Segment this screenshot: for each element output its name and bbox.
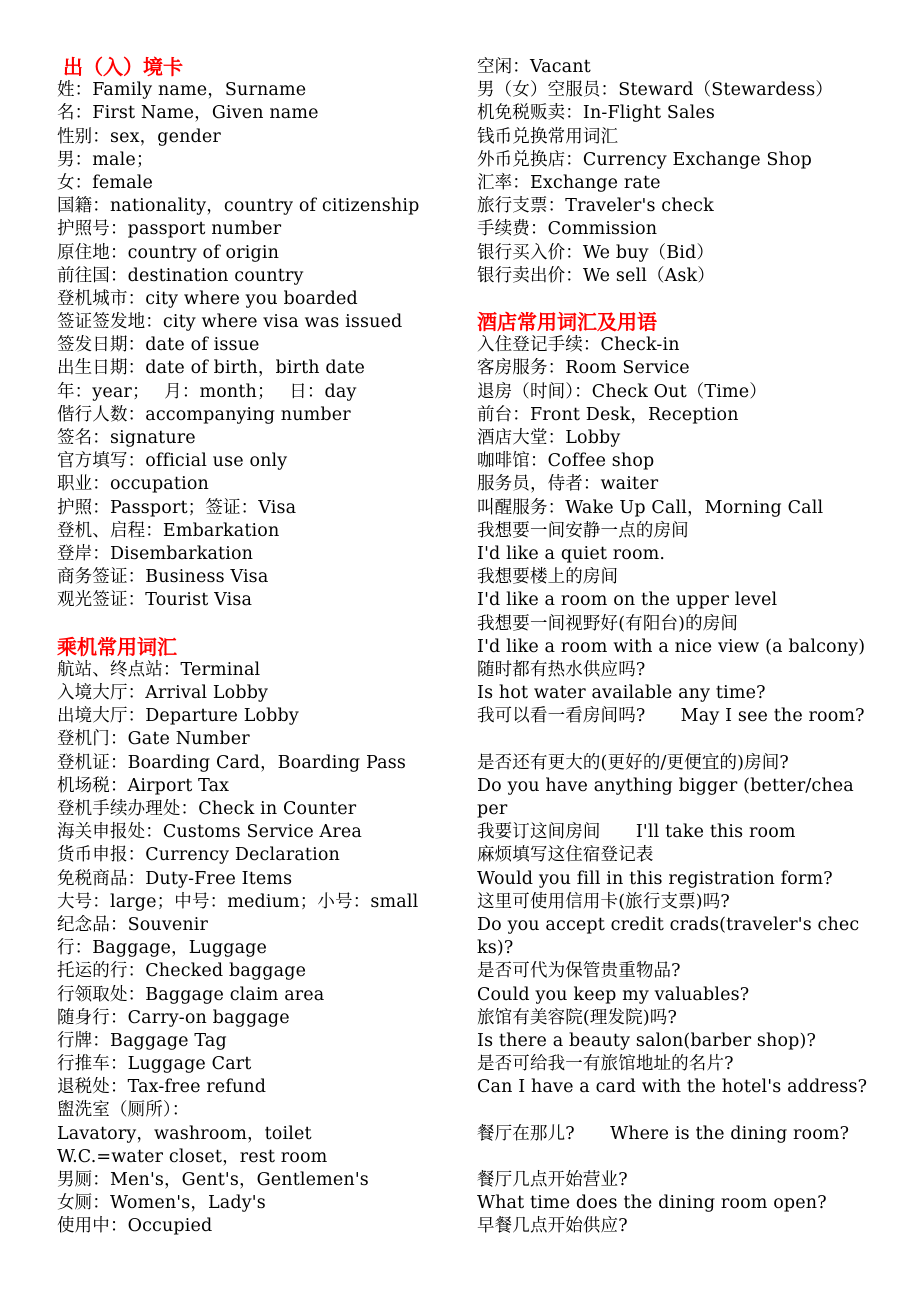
vocab-line: 旅行支票：Traveler's check <box>477 196 714 217</box>
vocab-line: 姓：Family name，Surname <box>57 80 307 101</box>
vocab-line: 职业：occupation <box>57 474 209 495</box>
vocab-line: Can I have a card with the hotel's address? <box>477 1077 868 1098</box>
section-title-hotel-vocabulary: 酒店常用词汇及用语 <box>477 310 657 335</box>
vocab-line: per <box>477 799 508 819</box>
entry-exit-card-list <box>57 79 457 612</box>
vocab-line: 签发日期：date of issue <box>57 335 260 356</box>
vocab-line: 登机门：Gate Number <box>57 729 250 750</box>
vocab-line: 盥洗室（厕所）： <box>57 1100 190 1121</box>
vocab-line: 使用中：Occupied <box>57 1216 213 1237</box>
vocab-line: 行牌：Baggage Tag <box>57 1030 227 1051</box>
vocab-line: 前往国：destination country <box>57 265 304 286</box>
vocab-line: 免税商品：Duty-Free Items <box>57 868 293 889</box>
spacer <box>57 613 457 636</box>
vocab-line: ks)? <box>477 938 514 959</box>
vocab-line: 空闲：Vacant <box>477 57 591 77</box>
vocab-line: 官方填写：official use only <box>57 451 288 472</box>
vocab-line: 出生日期：date of birth，birth date <box>57 358 366 379</box>
vocab-line: 女厕：Women's，Lady's <box>57 1193 266 1214</box>
vocab-line: What time does the dining room open? <box>477 1193 827 1214</box>
flight-vocabulary-list <box>57 659 457 1239</box>
vocab-line: 行推车：Luggage Cart <box>57 1054 252 1075</box>
vocab-line: 是否可给我一有旅馆地址的名片? <box>477 1054 734 1075</box>
vocab-line: 餐厅几点开始营业? <box>477 1170 628 1190</box>
vocab-line: 是否可代为保管贵重物品? <box>477 961 681 982</box>
vocab-line: 机免税贩卖：In-Flight Sales <box>477 103 716 124</box>
vocab-line: 出境大厅：Departure Lobby <box>57 706 299 727</box>
vocab-line: 随时都有热水供应吗? <box>477 659 646 680</box>
vocab-line: 货币申报：Currency Declaration <box>57 845 340 866</box>
vocab-line: I'd like a quiet room. <box>477 543 666 564</box>
vocab-line: 签证签发地：city where visa was issued <box>57 312 403 333</box>
vocab-line: 退房（时间）：Check Out（Time） <box>477 381 767 402</box>
vocab-line: 航站、终点站：Terminal <box>57 659 261 680</box>
vocab-line: I'd like a room on the upper level <box>477 590 778 611</box>
vocab-line: 银行卖出价：We sell（Ask） <box>477 265 715 286</box>
vocab-line: 商务签证：Business Visa <box>57 567 269 588</box>
vocab-line: 托运的行：Checked baggage <box>57 961 307 982</box>
vocab-line: 叫醒服务：Wake Up Call，Morning Call <box>477 497 824 518</box>
spacer <box>477 288 907 311</box>
vocab-line: 我想要一间视野好(有阳台)的房间 <box>477 613 739 634</box>
vocab-line: 偕行人数：accompanying number <box>57 404 351 425</box>
vocab-line: 女：female <box>57 172 154 193</box>
vocab-line: 签名：signature <box>57 428 196 448</box>
spacer <box>477 1146 907 1169</box>
vocab-line: 银行买入价：We buy（Bid） <box>477 242 715 263</box>
vocab-line: 纪念品：Souvenir <box>57 914 209 935</box>
vocab-line: I'd like a room with a nice view (a balcony) <box>477 636 866 657</box>
vocab-line: 行：Baggage，Luggage <box>57 938 268 959</box>
vocab-line: 登机手续办理处：Check in Counter <box>57 799 357 819</box>
vocab-line: 护照号：passport number <box>57 219 282 240</box>
left-column <box>57 56 457 1239</box>
vocab-line: 服务员，侍者：waiter <box>477 474 659 495</box>
section-title-flight-vocabulary: 乘机常用词汇 <box>57 634 177 659</box>
vocab-line: 餐厅在那儿? Where is the dining room? <box>477 1123 850 1144</box>
right-column <box>477 56 907 1239</box>
vocab-line: 我要订这间房间 I'll take this room <box>477 822 796 843</box>
vocab-line: 前台：Front Desk，Reception <box>477 404 739 425</box>
vocab-line: 机场税：Airport Tax <box>57 775 230 796</box>
vocab-line: 原住地：country of origin <box>57 242 280 263</box>
vocab-line: 登岸：Disembarkation <box>57 543 254 564</box>
vocab-line: 咖啡馆：Coffee shop <box>477 451 655 472</box>
vocab-line: 入境大厅：Arrival Lobby <box>57 683 269 704</box>
vocab-line: Do you accept credit crads(traveler's chec <box>477 914 860 935</box>
vocab-line: 国籍：nationality，country of citizenship <box>57 196 420 217</box>
vocab-line: 钱币兑换常用词汇 <box>477 126 619 147</box>
vocab-line: Would you fill in this registration form? <box>477 868 833 889</box>
vocab-line: 行领取处：Baggage claim area <box>57 984 325 1005</box>
vocab-line: 登机、启程：Embarkation <box>57 520 280 541</box>
vocab-line: 登机证：Boarding Card，Boarding Pass <box>57 752 406 773</box>
vocab-line: 男（女）空服员：Steward（Stewardess） <box>477 80 834 101</box>
vocab-line: 汇率：Exchange rate <box>477 172 661 193</box>
hotel-phrases-list-1 <box>477 334 907 728</box>
vocab-line: 性别：sex，gender <box>57 126 221 147</box>
vocab-line: W.C.=water closet，rest room <box>57 1146 328 1167</box>
vocab-line: 这里可使用信用卡(旅行支票)吗? <box>477 891 730 912</box>
vocab-line: 入住登记手续：Check-in <box>477 335 680 356</box>
vocab-line: 男厕：Men's，Gent's，Gentlemen's <box>57 1170 369 1190</box>
vocab-line: 随身行：Carry-on baggage <box>57 1007 290 1028</box>
spacer <box>477 1099 907 1122</box>
hotel-phrases-list-3 <box>477 1123 907 1146</box>
vocab-line: 护照：Passport；签证：Visa <box>57 497 297 518</box>
spacer <box>477 728 907 751</box>
vocab-line: 登机城市：city where you boarded <box>57 288 358 309</box>
vocab-line: Lavatory，washroom，toilet <box>57 1123 312 1144</box>
flight-and-currency-list <box>477 56 907 288</box>
vocab-line: 我想要楼上的房间 <box>477 567 619 588</box>
vocab-line: 是否还有更大的(更好的/更便宜的)房间? <box>477 752 789 773</box>
vocab-line: 名：First Name，Given name <box>57 103 319 124</box>
vocab-line: 酒店大堂：Lobby <box>477 428 621 448</box>
vocab-line: 旅馆有美容院(理发院)吗? <box>477 1007 677 1028</box>
vocab-line: 退税处：Tax-free refund <box>57 1077 267 1098</box>
vocab-line: 手续费：Commission <box>477 219 658 240</box>
section-title-entry-exit-card: 出（入）境卡 <box>63 55 183 79</box>
vocab-line: 麻烦填写这住宿登记表 <box>477 845 654 866</box>
vocab-line: 大号：large；中号：medium；小号：small <box>57 891 419 912</box>
vocab-line: 我可以看一看房间吗? May I see the room? <box>477 706 865 727</box>
vocab-line: 男：male； <box>57 149 154 170</box>
vocab-line: 外币兑换店：Currency Exchange Shop <box>477 149 813 170</box>
vocab-line: Is there a beauty salon(barber shop)? <box>477 1030 817 1051</box>
hotel-phrases-list-2 <box>477 752 907 1100</box>
vocab-line: Could you keep my valuables? <box>477 984 750 1005</box>
vocab-line: 观光签证：Tourist Visa <box>57 590 253 611</box>
vocab-line: 早餐几点开始供应? <box>477 1216 628 1237</box>
vocab-line: 我想要一间安静一点的房间 <box>477 520 689 541</box>
vocab-line: Do you have anything bigger (better/chea <box>477 775 854 796</box>
vocab-line: Is hot water available any time? <box>477 683 766 704</box>
hotel-phrases-list-4 <box>477 1169 907 1239</box>
vocab-line: 年：year； 月：month； 日：day <box>57 381 357 402</box>
vocab-line: 客房服务：Room Service <box>477 358 690 379</box>
vocab-line: 海关申报处：Customs Service Area <box>57 822 362 843</box>
